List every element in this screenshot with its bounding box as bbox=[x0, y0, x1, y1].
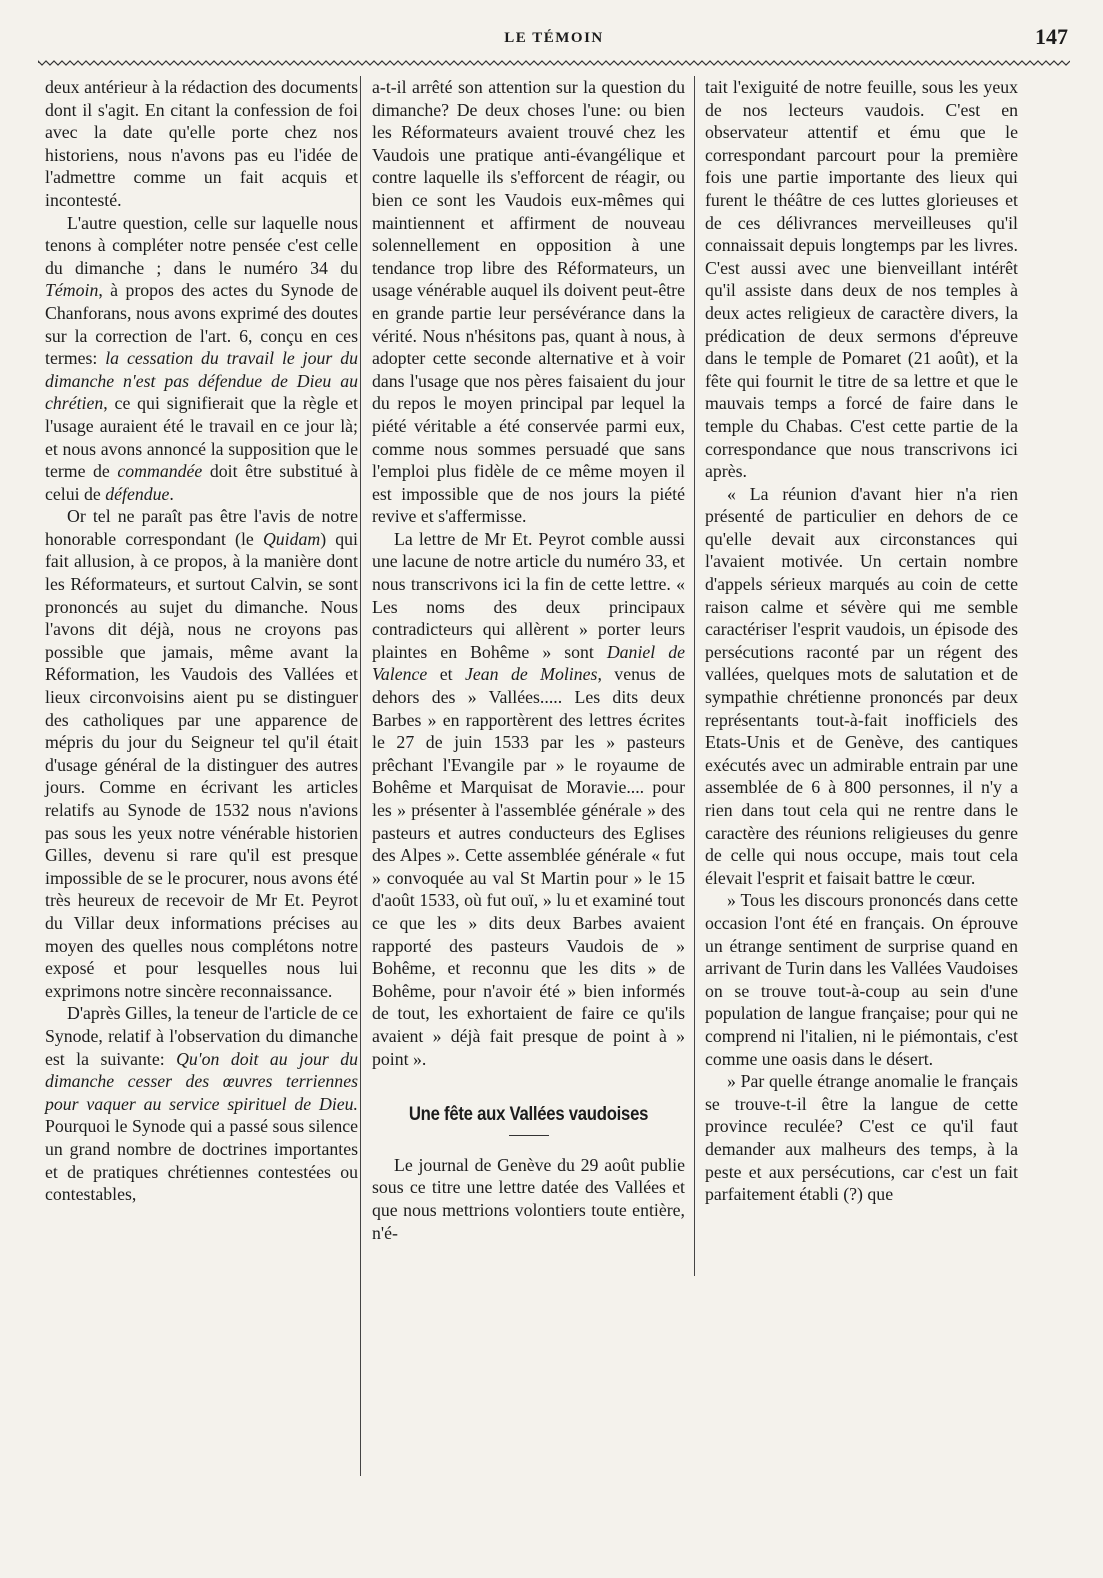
section-title: Une fête aux Vallées vaudoises bbox=[408, 1104, 649, 1126]
paragraph: « La réunion d'avant hier n'a rien présenté de particulier en dehors de ce qu'elle devait aux circonstances qui l'avaient motivée. Un certain nombre d'appels sérieux marqués au coin de cette raison calme et sévère qui me semble caractériser l'esprit vaudois, un épisode des persécutions raconté par un régent des vallées, quelques mots de salutation et de sympathie chrétienne prononcés par deux représentants tout-à-fait inofficiels des Etats-Unis et de Genève, des cantiques exécutés avec un admirable entrain par une assemblée de 6 à 800 personnes, il n'y a rien dans tout cela qui ne rentre dans le caractère des réunions religieuses du genre de celle qui nous occupe, mais tout cela élevait l'esprit et faisait battre le cœur. bbox=[705, 483, 1018, 888]
paragraph: La lettre de Mr Et. Peyrot comble aussi une lacune de notre article du numéro 33, et nous transcrivons ici la fin de cette lettre. « Les noms des deux principaux contradicteurs qui allèrent » porter leurs plaintes en Bohême » sont Daniel de Valence et Jean de Molines, venus de dehors des » Vallées..... Les dits deux Barbes » en rapportèrent des lettres écrites le 27 de juin 1533 par les » pasteurs prêchant l'Evangile par » le royaume de Bohême et Marquisat de Moravie.... pour les » présenter à l'assemblée générale » des pasteurs et autres conducteurs des Eglises des Alpes ». Cette assemblée générale « fut » convoquée au val St Martin pour » le 15 d'août 1533, où fut ouï, » lu et examiné tout ce que les » dits deux Barbes avaient rapporté des pasteurs Vaudois de » Bohême, et reconnu que les dits » de Bohême, pour n'avoir été » bien informés de tout, les exhortaient de faire ce qu'ils avaient » déjà fait presque de point à » point ». bbox=[372, 528, 685, 1069]
paragraph: a-t-il arrêté son attention sur la question du dimanche? De deux choses l'une: ou bien les Réformateurs avaient trouvé chez les Vaudois une pratique anti-évangélique et contre laquelle ils s'efforcent de réagir, ou bien ce sont les Vaudois eux-mêmes qui maintiennent et affirment de nouveau solennellement en opposition à une tendance trop libre des Réformateurs, un usage vénérable auquel ils doivent peut-être en grande partie leur persévérance dans la vérité. Nous n'hésitons pas, quant à nous, à adopter cette seconde alternative et à voir dans l'usage que nos pères faisaient du jour du repos le moyen principal par lequel la piété véritable a été conservée parmi eux, comme nous sommes persuadé que sans l'emploi plus fidèle de ce même moyen il est impossible que de nos jours la piété revive et s'affermisse. bbox=[372, 77, 685, 527]
section-rule bbox=[509, 1135, 549, 1136]
page-number: 147 bbox=[1035, 24, 1068, 49]
paragraph: tait l'exiguité de notre feuille, sous les yeux de nos lecteurs vaudois. C'est en observateur attentif et ému que le correspondant parcourt pour la première fois une partie importante des lieux qui furent le théâtre de ces luttes glorieuses et de ces délivrances merveilleuses qu'il connaissait depuis longtemps par les livres. C'est aussi avec une bienveillant intérêt qu'il assiste dans deux de nos temples à deux actes religieux de caractère divers, la prédication de deux sermons d'épreuve dans le temple de Pomaret (21 août), et la fête qui fournit le titre de sa lettre et que le mauvais temps a forcé de faire dans le temple du Chabas. C'est cette partie de la correspondance que nous transcrivons ici après. bbox=[705, 77, 1018, 482]
header-rule bbox=[38, 58, 1070, 68]
column-3 bbox=[705, 76, 1018, 1206]
journal-title: LE TÉMOIN bbox=[504, 30, 604, 46]
paragraph: L'autre question, celle sur laquelle nous tenons à compléter notre pensée c'est celle du dimanche ; dans le numéro 34 du Témoin, à propos des actes du Synode de Chanforans, nous avons exprimé des doutes sur la correction de l'art. 6, conçu en ces termes: la cessation du travail le jour du dimanche n'est pas défendue de Dieu au chrétien, ce qui signifierait que la règle et l'usage auraient été le travail en ce jour là; et nous avons annoncé la supposition que le terme de commandée doit être substitué à celui de défendue. bbox=[45, 212, 358, 504]
paragraph: D'après Gilles, la teneur de l'article de ce Synode, relatif à l'observation du dimanche est la suivante: Qu'on doit au jour du dimanche cesser des œuvres terriennes pour vaquer au service spirituel de Dieu. Pourquoi le Synode qui a passé sous silence un grand nombre de doctrines importantes et de pratiques chrétiennes contestées ou contestables, bbox=[45, 1003, 358, 1205]
paragraph: Or tel ne paraît pas être l'avis de notre honorable correspondant (le Quidam) qui fait allusion, à ce propos, à la manière dont les Réformateurs, et surtout Calvin, se sont prononcés au sujet du dimanche. Nous l'avons dit déjà, nous ne croyons pas possible que jamais, même avant la Réformation, les Vaudois des Vallées et lieux circonvoisins aient pu se distinguer des catholiques par une apparence de mépris du jour du Seigneur tel qu'il était d'usage général de la distinguer des autres jours. Comme en écrivant les articles relatifs au Synode de 1532 nous n'avions pas sous les yeux notre vénérable historien Gilles, devenu si rare qu'il est presque impossible de se le procurer, nous avons été très heureux de recevoir de Mr Et. Peyrot du Villar deux informations précises au moyen des quelles nous complétons notre exposé et pour lesquelles nous lui exprimons notre sincère reconnaissance. bbox=[45, 506, 358, 1001]
column-2 bbox=[372, 76, 685, 1244]
paragraph: Le journal de Genève du 29 août publie sous ce titre une lettre datée des Vallées et que nous mettrions volontiers toute entière, n'é- bbox=[372, 1154, 685, 1243]
column-divider-1 bbox=[360, 76, 361, 1476]
paragraph: » Tous les discours prononcés dans cette occasion l'ont été en français. On éprouve un étrange sentiment de surprise quand en arrivant de Turin dans les Vallées Vaudoises on se trouve tout-à-coup au sein d'une population de langue française; pour qui ne comprend ni l'italien, ni le piémontais, c'est comme une oasis dans le désert. bbox=[705, 890, 1018, 1069]
paragraph: deux antérieur à la rédaction des documents dont il s'agit. En citant la confession de foi avec la date qu'elle porte chez nos historiens, nous n'avons pas eu l'idée de l'admettre comme un fait acquis et incontesté. bbox=[45, 77, 358, 210]
column-1 bbox=[45, 76, 358, 1206]
column-divider-2 bbox=[694, 76, 695, 1276]
page-header bbox=[38, 22, 1070, 58]
paragraph: » Par quelle étrange anomalie le français se trouve-t-il être la langue de cette province reculée? C'est ce qu'il faut demander aux malheurs des temps, à la peste et aux persécutions, car c'est un fait parfaitement établi (?) que bbox=[705, 1071, 1018, 1205]
